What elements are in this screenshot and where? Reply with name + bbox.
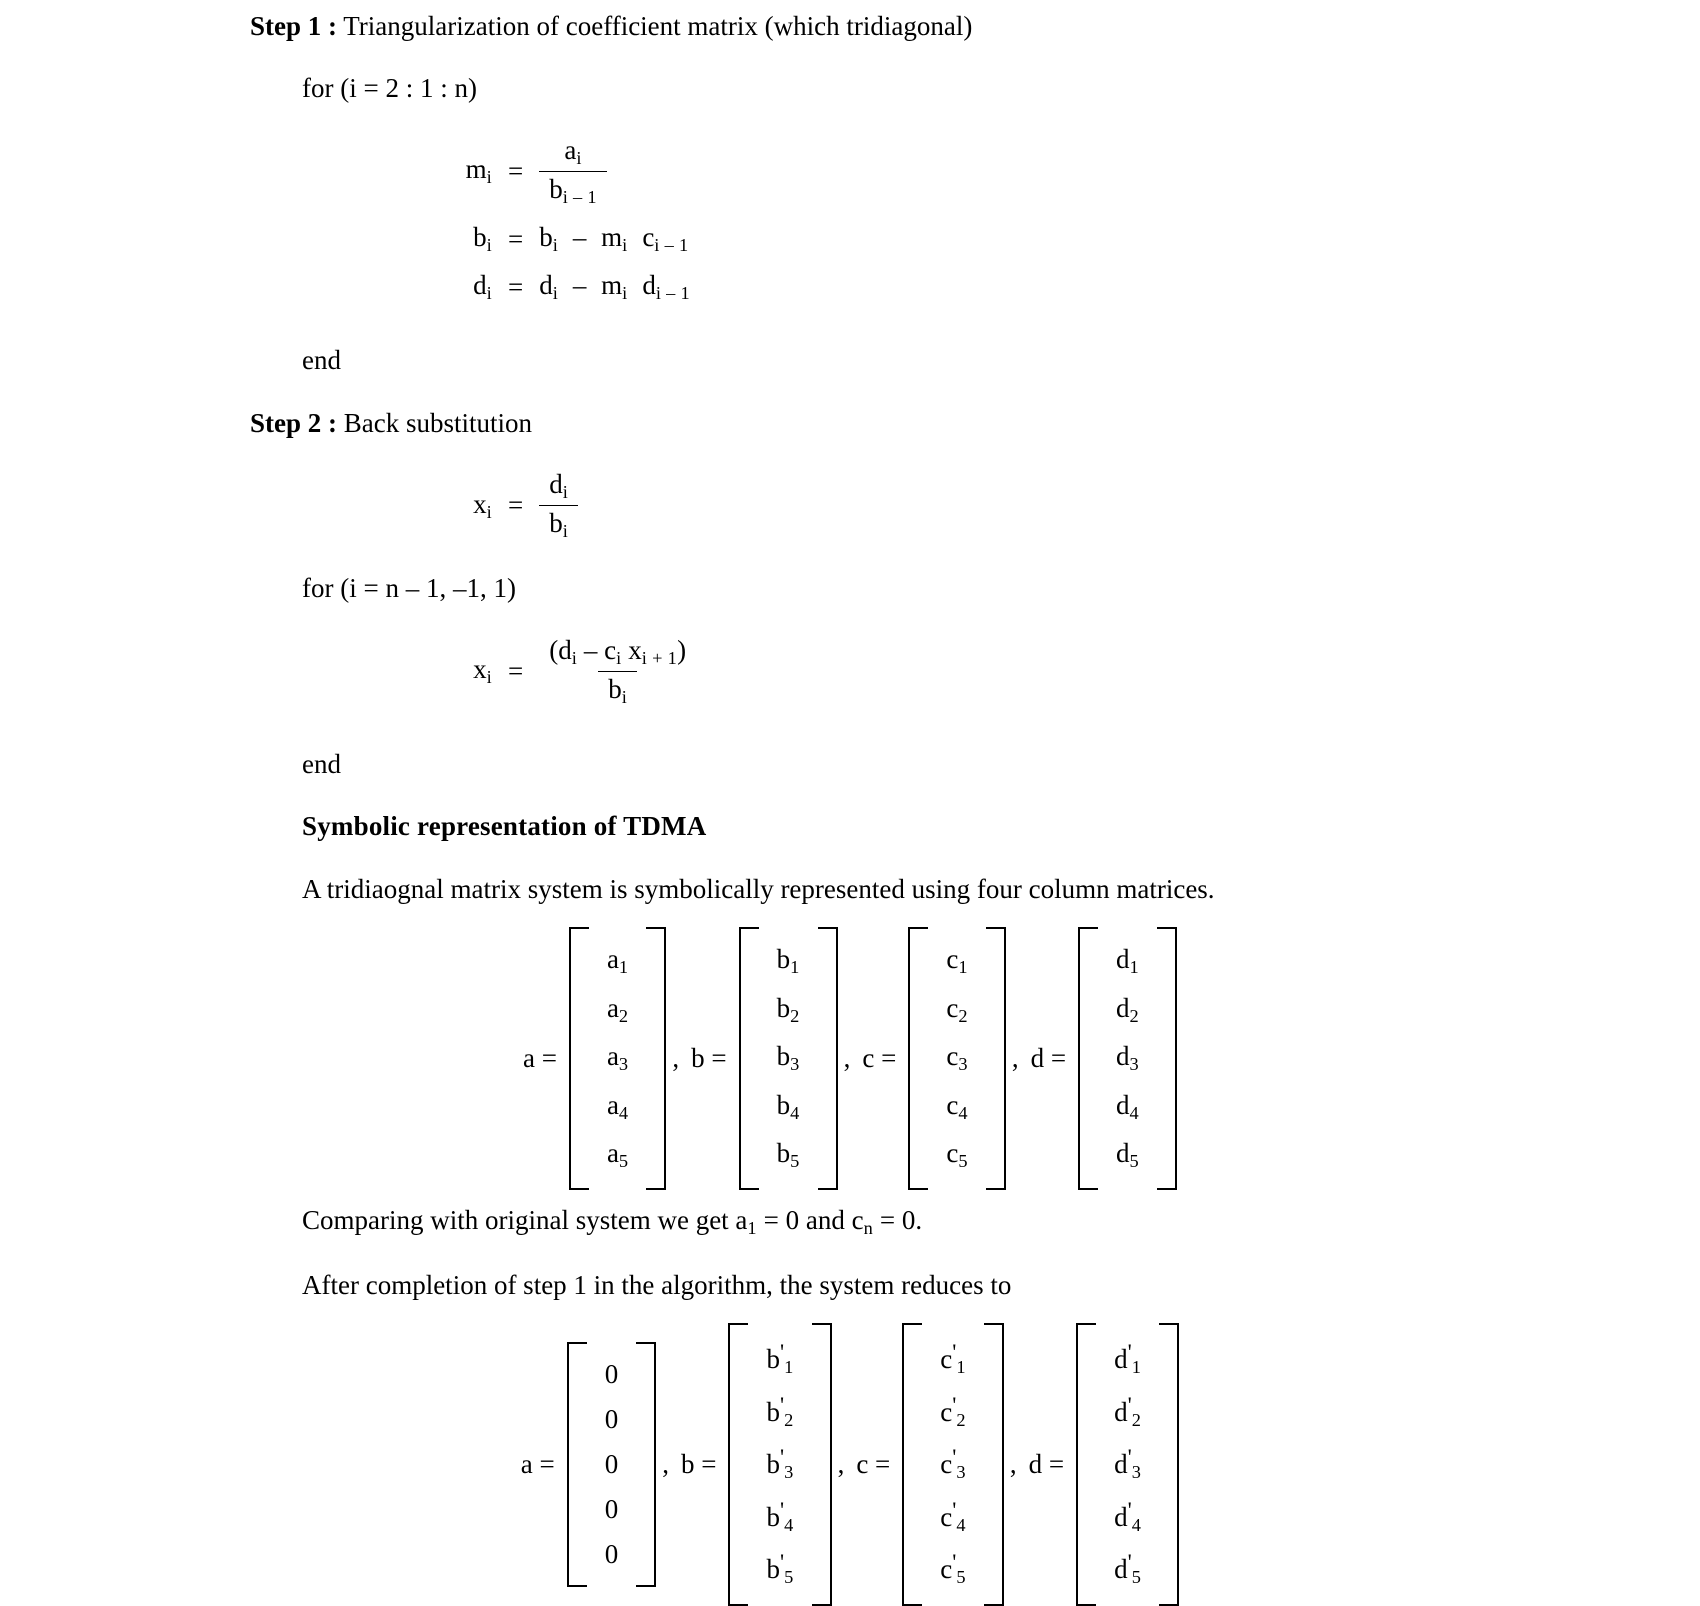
- equation-d-rhs: $d_i - m_i$ $d_{i - 1}$: [539, 270, 690, 304]
- matrix-bracket: [1076, 1323, 1179, 1606]
- matrix-b-reduced-cells: $b'_1$ $b'_2$ $b'_3$ $b'_4$ $b'_5$: [766, 1340, 794, 1588]
- fraction-a-over-b: [539, 135, 607, 208]
- fraction-back-substitution: [539, 635, 696, 708]
- equation-b-i: [440, 222, 1700, 256]
- step2-heading: [250, 407, 1700, 439]
- matrix-row-reduced: [0, 1323, 1700, 1606]
- step2-label: Step 2 :: [250, 407, 337, 438]
- matrix-separator-comma: ,: [1009, 1449, 1017, 1480]
- equals-sign: =: [508, 155, 524, 186]
- matrix-b-reduced-label: b =: [680, 1449, 717, 1480]
- matrix-c-reduced-label: c =: [856, 1449, 891, 1480]
- equals-sign: =: [508, 223, 524, 254]
- symbolic-heading: Symbolic representation of TDMA: [302, 811, 707, 842]
- matrix-c-label: c =: [862, 1043, 897, 1073]
- matrix-a-label: a =: [522, 1043, 557, 1073]
- matrix-bracket: [728, 1323, 831, 1606]
- equals-sign: =: [508, 490, 524, 521]
- fraction-numerator: $d_i$: [549, 469, 569, 503]
- step1-title: Triangularization of coefficient matrix (which tridiagonal): [343, 11, 973, 41]
- fraction-denominator: $b_i$: [598, 671, 637, 708]
- matrix-c-reduced: [856, 1323, 1004, 1606]
- fraction-numerator: ($d_i - c_i$ $x_{i + 1}$): [549, 634, 687, 668]
- matrix-d-reduced: [1029, 1323, 1180, 1606]
- fraction-denominator: $b_i$: [539, 505, 578, 542]
- matrix-bracket: [569, 927, 666, 1190]
- matrix-b: [691, 927, 837, 1190]
- matrix-bracket: [567, 1342, 657, 1587]
- step1-label: Step 1 :: [250, 11, 337, 41]
- matrix-separator-comma: ,: [843, 1043, 851, 1073]
- matrix-b-label: b =: [691, 1043, 727, 1073]
- step1-heading: [250, 0, 1700, 42]
- matrix-b-cells: $b_1$ $b_2$ $b_3$ $b_4$ $b_5$: [776, 944, 800, 1172]
- matrix-row-original: [0, 927, 1700, 1190]
- equation-d-lhs: $d_i$: [473, 270, 492, 304]
- step2-end-statement: end: [302, 749, 341, 780]
- equals-sign: =: [508, 271, 524, 302]
- equals-sign: =: [508, 655, 524, 686]
- matrix-separator-comma: ,: [662, 1449, 669, 1480]
- matrix-bracket: [908, 927, 1005, 1190]
- matrix-d-reduced-cells: $d'_1$ $d'_2$ $d'_3$ $d'_4$ $d'_5$: [1114, 1340, 1142, 1588]
- matrix-c-cells: $c_1$ $c_2$ $c_3$ $c_4$ $c_5$: [946, 944, 968, 1172]
- equation-b-lhs: $b_i$: [473, 222, 492, 256]
- matrix-bracket: [739, 927, 838, 1190]
- equation-x-lhs: $x_i$: [473, 488, 492, 522]
- step1-end-statement: end: [302, 345, 341, 376]
- matrix-d-label: d =: [1030, 1043, 1067, 1073]
- step2-title: Back substitution: [343, 407, 532, 438]
- matrix-c: [862, 927, 1005, 1190]
- matrix-d-reduced-label: d =: [1028, 1449, 1065, 1480]
- matrix-b-reduced: [681, 1323, 832, 1606]
- fraction-numerator: $a_i$: [564, 134, 582, 168]
- symbolic-intro: A tridiaognal matrix system is symbolically represented using four column matrices.: [302, 873, 1215, 904]
- matrix-d: [1031, 927, 1177, 1190]
- equation-m-lhs: $m_i$: [465, 154, 492, 188]
- matrix-a-reduced: [521, 1342, 656, 1587]
- equation-m-i: [440, 135, 1700, 208]
- matrix-separator-comma: ,: [837, 1449, 845, 1480]
- matrix-a-cells: $a_1$ $a_2$ $a_3$ $a_4$ $a_5$: [606, 944, 629, 1172]
- matrix-a-reduced-label: a =: [520, 1449, 555, 1480]
- step1-for-statement: for (i = 2 : 1 : n): [302, 73, 477, 104]
- equation-x-lhs-2: $x_i$: [473, 654, 492, 688]
- equation-d-i: [440, 270, 1700, 304]
- matrix-a: [523, 927, 666, 1190]
- matrix-bracket: [1078, 927, 1177, 1190]
- matrix-c-reduced-cells: $c'_1$ $c'_2$ $c'_3$ $c'_4$ $c'_5$: [940, 1340, 966, 1588]
- matrix-separator-comma: ,: [1011, 1043, 1019, 1073]
- fraction-denominator: $b_{i - 1}$: [539, 171, 607, 208]
- equation-x-i-back: [440, 635, 1700, 708]
- step2-for-statement: for (i = n – 1, –1, 1): [302, 573, 516, 604]
- fraction-d-over-b: [539, 469, 578, 542]
- matrix-d-cells: $d_1$ $d_2$ $d_3$ $d_4$ $d_5$: [1116, 944, 1140, 1172]
- matrix-bracket: [902, 1323, 1004, 1606]
- matrix-a-reduced-cells: 0 0 0 0 0: [604, 1359, 619, 1570]
- after-completion-statement: After completion of step 1 in the algorithm, the system reduces to: [302, 1269, 1012, 1300]
- comparing-statement: Comparing with original system we get $a_1 = 0$ and $c_n = 0$.: [302, 1204, 923, 1238]
- equation-x-i-simple: [440, 469, 1700, 542]
- matrix-separator-comma: ,: [672, 1043, 680, 1073]
- equation-b-rhs: $b_i - m_i$ $c_{i - 1}$: [539, 222, 689, 256]
